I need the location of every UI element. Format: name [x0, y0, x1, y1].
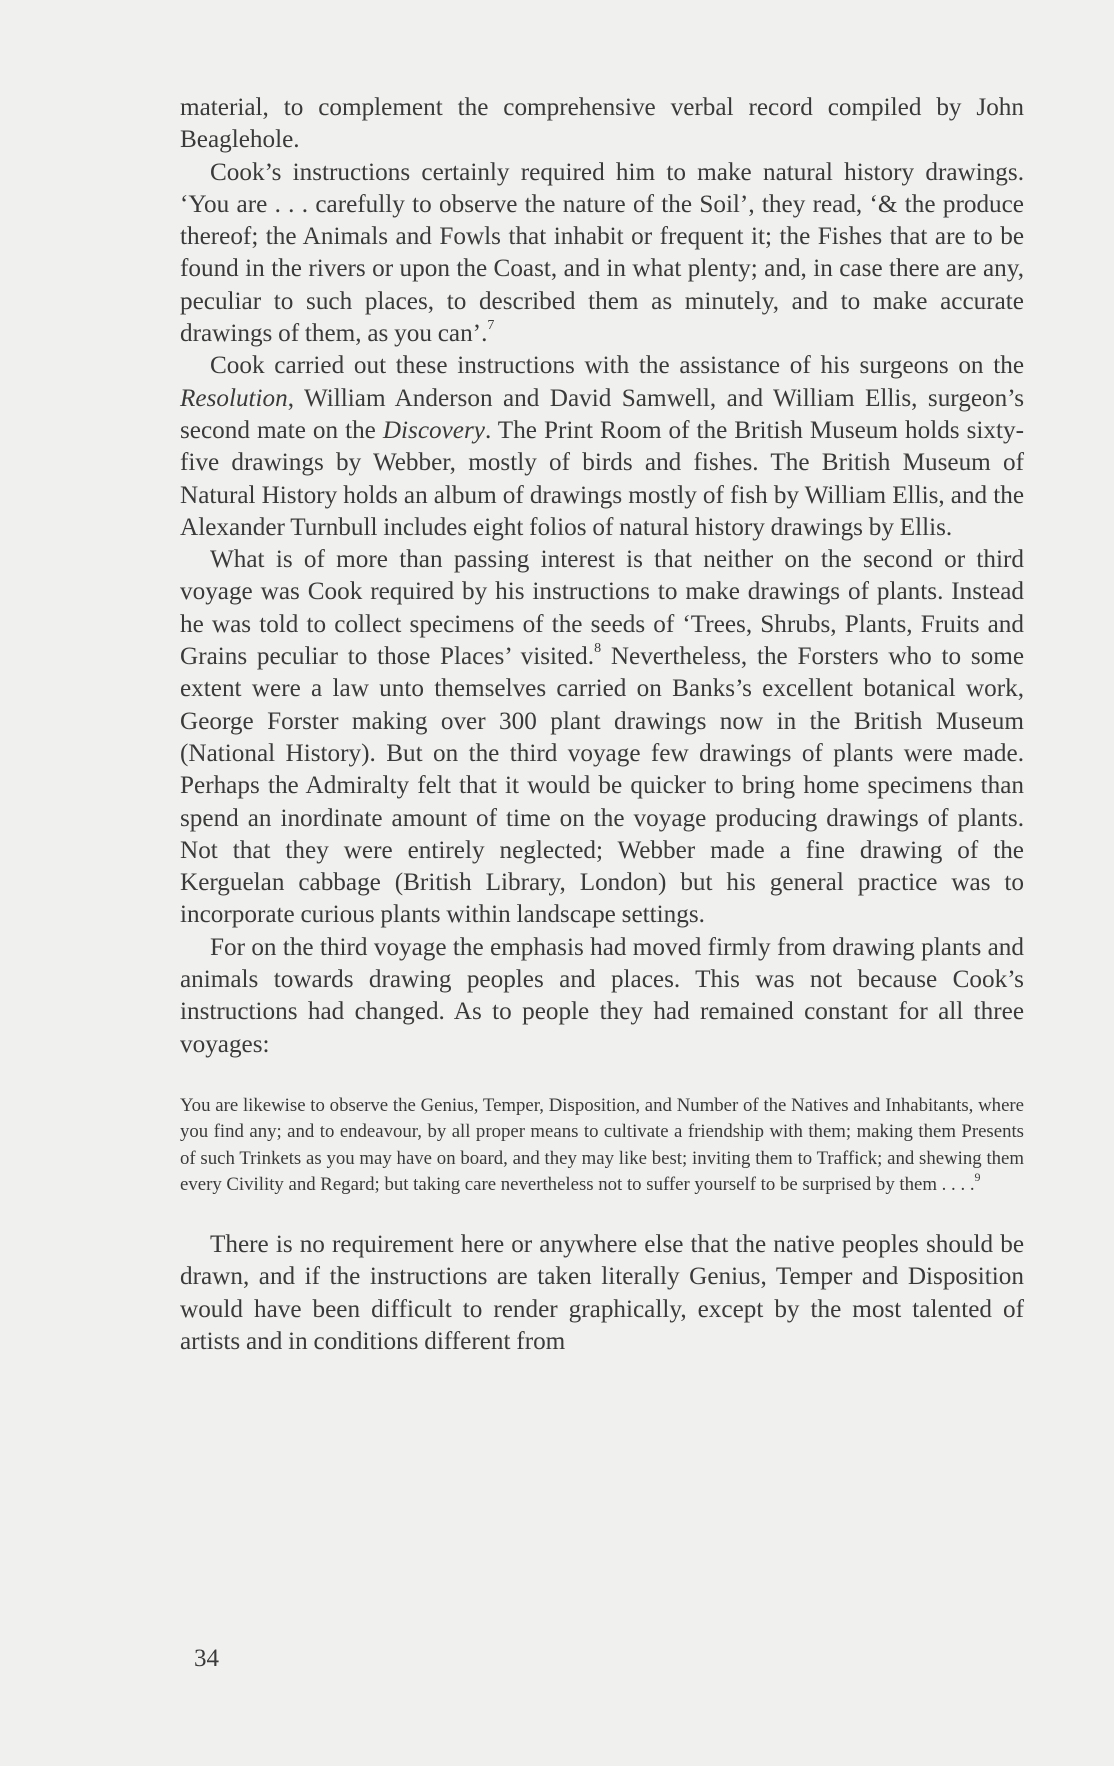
- paragraph-text: material, to complement the comprehensive verbal record compiled by John Beaglehole.: [180, 94, 1024, 154]
- paragraph-2: [180, 157, 1024, 351]
- paragraph-text: . The Print Room of the British Museum holds sixty-five drawings by Webber, mostly of birds and fishes. The British Museum of Natural History holds an album of drawings mostly of fish by William Ellis, and the Alexander Turnbull includes eight folios of natural history drawings by Ellis.: [180, 416, 1024, 541]
- paragraph-text: For on the third voyage the emphasis had moved firmly from drawing plants and animals towards drawing peoples and places. This was not because Cook’s instructions had changed. As to people they had remained constant for all three voyages:: [180, 933, 1024, 1058]
- paragraph-1: [180, 92, 1024, 157]
- page-body: [180, 92, 1024, 1358]
- ship-name-discovery: Discovery: [382, 416, 485, 444]
- paragraph-5: [180, 932, 1024, 1061]
- paragraph-text: What is of more than passing interest is that neither on the second or third voyage was Cook required by his instructions to make drawings of plants. Instead he was told to collect specimens of the seeds of ‘Trees, Shrubs, Plants, Fruits and Grains peculiar to those Places’ visited.: [180, 546, 1024, 671]
- quote-text: You are likewise to observe the Genius, Temper, Disposition, and Number of the Natives and Inhabitants, where you find any; and to endeavour, by all proper means to cultivate a friendship with them; making them Presents of such Trinkets as you may have on board, and they may like best; inviting them to Traffick; and shewing them every Civility and Regard; but taking care nevertheless not to suffer yourself to be surprised by them . . . .: [180, 1094, 1024, 1196]
- page-number: 34: [194, 1645, 219, 1672]
- paragraph-6: [180, 1229, 1024, 1358]
- paragraph-text: , William Anderson and David Samwell, and William Ellis, surgeon’s second mate on the: [180, 384, 1024, 444]
- paragraph-3: [180, 350, 1024, 544]
- paragraph-text: Nevertheless, the Forsters who to some extent were a law unto themselves carried on Banks’s excellent botanical work, George Forster making over 300 plant drawings now in the British Museum (National History). But on the third voyage few drawings of plants were made. Perhaps the Admiralty felt that it would be quicker to bring home specimens than spend an inordinate amount of time on the voyage producing drawings of plants. Not that they were entirely neglected; Webber made a fine drawing of the Kerguelan cabbage (British Library, London) but his general practice was to incorporate curious plants within landscape settings.: [180, 643, 1024, 929]
- ship-name-resolution: Resolution: [180, 384, 288, 412]
- paragraph-text: Cook’s instructions certainly required him to make natural history drawings. ‘You are . . . carefully to observe the nature of the Soil’, they read, ‘& the produce thereof; the Animals and Fowls that inhabit or frequent it; the Fishes that are to be found in the rivers or upon the Coast, and in what plenty; and, in case there are any, peculiar to such places, to described them as minutely, and to make accurate drawings of them, as you can’.: [180, 158, 1024, 348]
- paragraph-4: [180, 544, 1024, 932]
- footnote-ref-9[interactable]: 9: [974, 1170, 981, 1185]
- paragraph-text: Cook carried out these instructions with the assistance of his surgeons on the: [210, 352, 1024, 380]
- block-quote: [180, 1093, 1024, 1199]
- footnote-ref-8[interactable]: 8: [594, 641, 602, 657]
- footnote-ref-7[interactable]: 7: [487, 318, 495, 334]
- paragraph-text: There is no requirement here or anywhere else that the native peoples should be drawn, and if the instructions are taken literally Genius, Temper and Disposition would have been difficult to render graphically, except by the most talented of artists and in conditions different from: [180, 1230, 1024, 1355]
